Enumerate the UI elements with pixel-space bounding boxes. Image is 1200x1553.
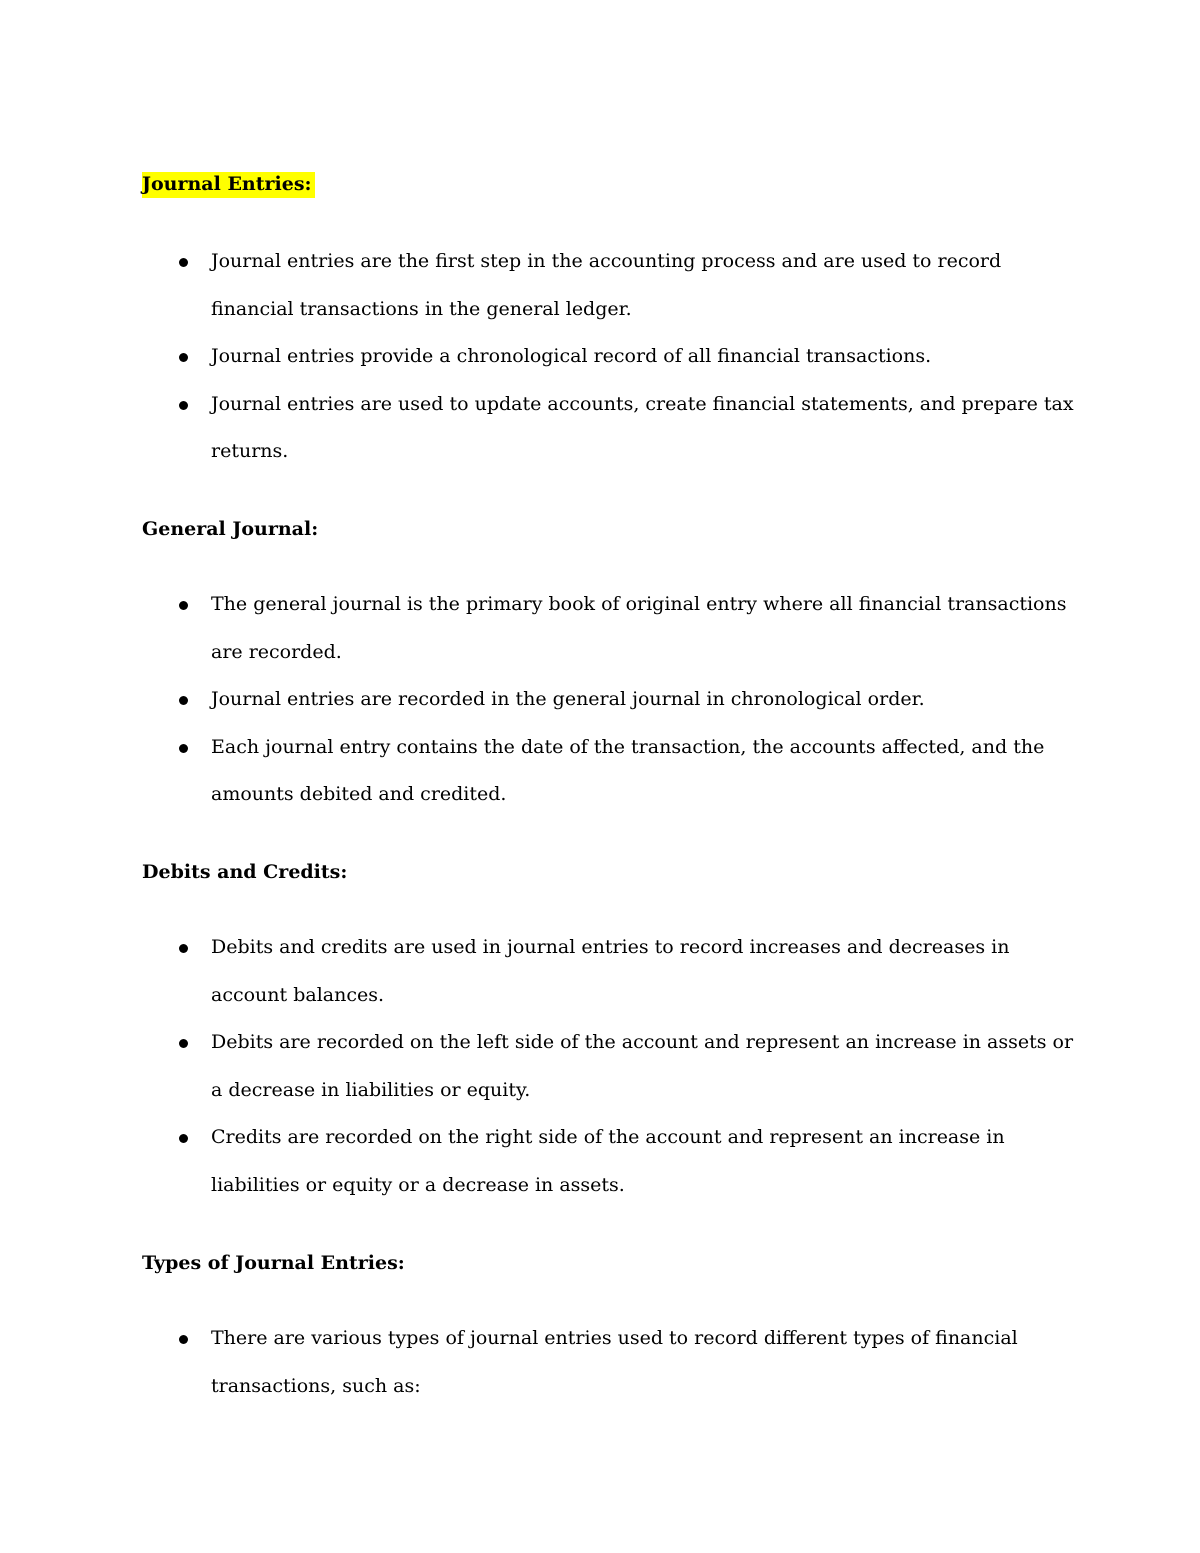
section-heading-debits-and-credits: Debits and Credits: [142, 861, 348, 883]
bullet-icon [179, 1039, 188, 1048]
list-item: Credits are recorded on the right side of the account and represent an increase in liabilities or equity or a decrease in assets. [176, 1114, 1076, 1209]
bullet-icon [179, 696, 188, 705]
list-item: Debits and credits are used in journal entries to record increases and decreases in account balances. [176, 924, 1076, 1019]
bullet-icon [179, 1134, 188, 1143]
bullet-icon [179, 401, 188, 410]
list-item: Journal entries are the first step in the accounting process and are used to record financial transactions in the general ledger. [176, 238, 1076, 333]
list-item: Journal entries provide a chronological record of all financial transactions. [176, 333, 1076, 381]
section-heading-journal-entries [142, 170, 315, 198]
bullet-icon [179, 601, 188, 610]
bullet-icon [179, 744, 188, 753]
highlighted-heading-text: Journal Entries: [142, 172, 315, 198]
bullet-icon [179, 944, 188, 953]
list-item: Debits are recorded on the left side of the account and represent an increase in assets or a decrease in liabilities or equity. [176, 1019, 1076, 1114]
list-item: Each journal entry contains the date of the transaction, the accounts affected, and the amounts debited and credited. [176, 724, 1076, 819]
section-heading-types-of-journal-entries: Types of Journal Entries: [142, 1252, 405, 1274]
list-item: The general journal is the primary book of original entry where all financial transactions are recorded. [176, 581, 1076, 676]
bullet-icon [179, 353, 188, 362]
bullet-list-debits-and-credits [176, 924, 1076, 1209]
list-item: Journal entries are recorded in the general journal in chronological order. [176, 676, 1076, 724]
list-item: Journal entries are used to update accounts, create financial statements, and prepare tax returns. [176, 381, 1076, 476]
bullet-list-general-journal [176, 581, 1076, 819]
bullet-icon [179, 1335, 188, 1344]
bullet-list-journal-entries [176, 238, 1076, 476]
bullet-icon [179, 258, 188, 267]
section-heading-general-journal: General Journal: [142, 518, 319, 540]
list-item: There are various types of journal entries used to record different types of financial transactions, such as: [176, 1315, 1076, 1410]
bullet-list-types-of-journal-entries [176, 1315, 1076, 1410]
